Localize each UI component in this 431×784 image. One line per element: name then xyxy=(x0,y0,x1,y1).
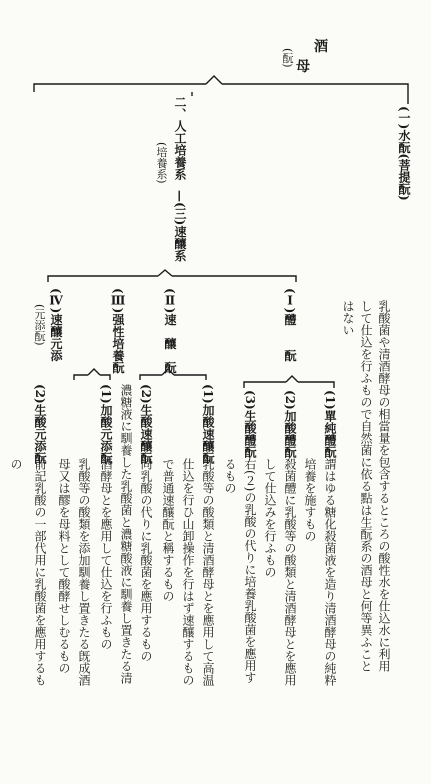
desc-lactic-sokujo-moto-1: 同乳酸の代りに乳酸菌を應用するもの xyxy=(139,458,153,662)
branch-two-rest: —(三)速釀系 xyxy=(173,190,187,262)
desc-acid-li-moto-2: して仕込みを行ふもの xyxy=(263,458,277,578)
desc-acid-sokujo-moto-1: 乳酸等の酸類と清酒酵母とを應用して高温 xyxy=(201,458,215,686)
desc-simple-li-moto-2: 培養を施すもの xyxy=(303,458,317,542)
desc-acid-motozoe-moto-2: 母又は醪を母料として酸酵せしむるもの xyxy=(57,458,71,674)
item-acid-motozoe-moto: (1)加酸元添酛 xyxy=(99,384,113,464)
item-lactic-sokujo-moto: (2)生酸速釀酛 xyxy=(139,384,153,464)
sub-branch-3-label: (Ⅲ)强性培養酛 xyxy=(111,288,125,374)
root-title-bottom: 母 xyxy=(296,59,310,75)
desc-acid-li-moto-1: 殺菌醴に乳酸等の酸類と清酒酵母とを應用 xyxy=(283,458,297,686)
branch-one-desc-2: して仕込を行ふもので自然菌に依る點は生酛系の酒母と何等異ふこと xyxy=(359,300,373,672)
desc-lactic-li-moto-1: 右(２)の乳酸の代りに培養乳酸菌を應用す xyxy=(243,458,257,684)
desc-lactic-motozoe-moto-1: 前記乳酸の一部代用に乳酸菌を應用するも xyxy=(33,458,47,686)
branch-two-subtitle: (培養系) xyxy=(155,142,168,184)
desc-simple-li-moto-1: 謂はゆる糖化殺菌液を造り清酒酵母の純粋 xyxy=(323,458,337,686)
desc-strong-culture-1: 濃糖液に馴養した乳酸菌と濃糖酸液に馴養し置きたる清 xyxy=(119,384,133,684)
desc-lactic-motozoe-moto-2: の xyxy=(9,458,23,470)
item-acid-li-moto: (2)加酸醴酛 xyxy=(283,390,297,458)
item-lactic-li-moto: (3)生酸醴酛 xyxy=(243,390,257,458)
branch-one-desc-1: 乳酸菌や清酒酵母の相當量を包含するところの酸性水を仕込水に利用 xyxy=(377,300,391,672)
sub-branch-2-label: (Ⅱ)速 釀 酛 xyxy=(163,288,177,374)
desc-strong-culture-2: 酒酵母とを應用して仕込を行ふもの xyxy=(99,458,113,650)
sub-branch-1-label: (Ⅰ)醴 酛 xyxy=(283,288,297,362)
desc-acid-sokujo-moto-3: で普通速釀酛と稱するもの xyxy=(161,458,175,602)
sub-branch-4-label: (Ⅳ)速釀元添 xyxy=(49,288,63,362)
branch-one-label: (一)水酛(菩提酛) xyxy=(397,106,411,201)
item-acid-sokujo-moto: (1)加酸速釀酛 xyxy=(201,384,215,464)
desc-acid-sokujo-moto-2: 仕込を行ひ山卸操作を行はず速釀するもの xyxy=(181,458,195,686)
item-simple-li-moto: (1)單純醴酛 xyxy=(323,390,337,458)
root-node xyxy=(281,36,330,86)
desc-lactic-li-moto-2: るもの xyxy=(223,458,237,494)
root-subtitle: (酛) xyxy=(281,48,294,68)
item-lactic-motozoe-moto: (2)生酸元添酛 xyxy=(33,384,47,464)
root-title-top: 酒 xyxy=(314,39,328,55)
branch-two-label: 二、人工培養系 xyxy=(173,96,187,180)
branch-one-desc-3: はない xyxy=(341,300,355,336)
desc-acid-motozoe-moto-1: 乳酸等の酸類を添加馴養し置きたる旣成酒 xyxy=(77,458,91,686)
sub-branch-4-subtitle: (元添酛) xyxy=(33,304,46,346)
